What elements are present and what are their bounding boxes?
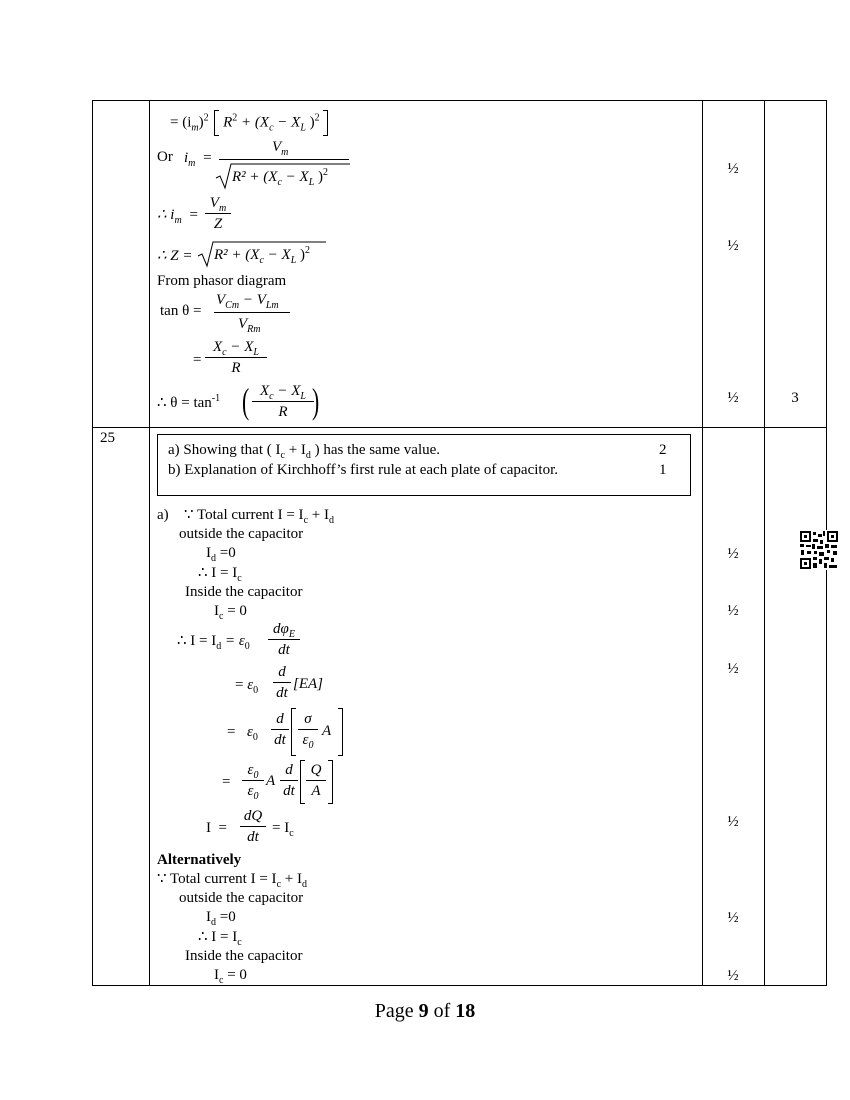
id-zero: $I_d =0$	[206, 545, 236, 564]
alt-id-zero: $I_d =0$	[206, 909, 236, 928]
alt-outside-text: outside the capacitor	[179, 890, 304, 906]
or-label: Or	[157, 149, 173, 165]
tan-numerator: $V_{Cm} - V_{Lm}$	[216, 292, 279, 311]
fraction-bar	[214, 312, 290, 313]
tan-theta: tan θ =	[160, 303, 202, 319]
sigma-over-eps: $\frac{\sigma}{\varepsilon_0}$	[298, 712, 318, 748]
i-final: I =	[206, 820, 227, 836]
mark-half: ½	[727, 661, 739, 677]
total-marks: 3	[791, 390, 799, 406]
paren-left: (	[242, 381, 250, 421]
bracket-right-icon	[328, 760, 333, 804]
dphi-dt: $d\varphi_E$ dt	[268, 622, 300, 658]
therefore-im: ∴ $i_m$ =	[157, 207, 198, 226]
therefore-z: ∴ Z =	[157, 248, 193, 264]
paren-right: )	[312, 381, 320, 421]
ic-final: = $I_c$	[272, 820, 294, 839]
inside-text: Inside the capacitor	[185, 584, 303, 600]
eps-over-eps: $\frac{\varepsilon_0}{\varepsilon_0}$	[242, 763, 264, 799]
row-divider	[92, 427, 827, 428]
vm-over-z: $\frac{V_m}{Z}$	[205, 196, 231, 232]
alternatively-heading: Alternatively	[157, 852, 242, 868]
col-divider-1	[149, 100, 150, 986]
theta-eq: ∴ $\theta = \tan^{-1}$	[157, 393, 221, 411]
eq-sign: =	[193, 352, 202, 368]
d-dt-3: $\frac{d}{dt}$	[280, 763, 298, 799]
total-current-line: ∵ Total current $I = I_c + I_d$	[184, 507, 334, 526]
alt-inside-text: Inside the capacitor	[185, 948, 303, 964]
mark-half: ½	[727, 161, 739, 177]
part-a-label: a)	[157, 507, 169, 523]
eq-line-1: = $(i_m)^2$ $R^2 + (X_c - X_L$ )$^2$	[170, 110, 328, 136]
eq-ea: = $\varepsilon_0$	[235, 677, 259, 696]
mark-half: ½	[727, 546, 739, 562]
qr-code-icon	[799, 530, 839, 570]
eq-q: =	[222, 774, 231, 790]
table-bottom-border	[92, 985, 827, 986]
bracket-left-icon	[300, 760, 305, 804]
table-top-border	[92, 100, 827, 101]
d-dt-1: $\frac{d}{dt}$	[273, 665, 291, 701]
mark-half: ½	[727, 814, 739, 830]
page-footer: Page 9 of 18	[374, 1000, 476, 1022]
a-var-2: A	[266, 773, 276, 789]
mark-half: ½	[727, 603, 739, 619]
tan-denominator: $V_{Rm}$	[238, 316, 261, 335]
alt-total-current: ∵ Total current $I = I_c + I_d$	[157, 871, 307, 890]
scheme-mark-a: 2	[659, 442, 667, 458]
vm-numerator: $V_m$	[272, 139, 289, 158]
eps-sigma: $\varepsilon_0$	[247, 724, 258, 743]
bracket-left-icon	[291, 708, 296, 756]
eq-sigma: =	[227, 724, 236, 740]
phasor-text: From phasor diagram	[157, 273, 287, 289]
d-dt-2: $\frac{d}{dt}$	[271, 712, 289, 748]
mark-half: ½	[727, 968, 739, 984]
theta-fraction: $\frac{X_c - X_L}{R}$	[252, 384, 314, 420]
question-number: 25	[100, 430, 115, 446]
i-eq-ic: ∴ $I = I_c$	[198, 565, 242, 584]
alt-ic-zero: $I_c = 0$	[214, 967, 247, 986]
col-divider-3	[764, 100, 765, 986]
i-eq-id: ∴ $I = I_d = \varepsilon_0$	[177, 633, 250, 652]
a-var: A	[322, 723, 332, 739]
sqrt-body: $R^2 + (X_c - X_L$ )$^2$	[232, 167, 329, 188]
mark-half: ½	[727, 390, 739, 406]
mark-half: ½	[727, 238, 739, 254]
ea-bracket: [EA]	[293, 676, 323, 692]
scheme-line-b: b) Explanation of Kirchhoff’s first rule at each plate of capacitor.	[168, 462, 558, 478]
mark-half: ½	[727, 910, 739, 926]
xc-xl-over-r: $\frac{X_c - X_L}{R}$	[205, 340, 267, 376]
col-divider-2	[702, 100, 703, 986]
im-label: $i_m$ =	[184, 150, 212, 169]
sqrt-body-2: $R^2 + (X_c - X_L$ )$^2$	[214, 245, 311, 266]
table-left-border	[92, 100, 93, 986]
scheme-line-a: a) Showing that ( $I_c + I_d$ ) has the same value.	[168, 442, 441, 461]
bracket-right-icon	[338, 708, 343, 756]
q-over-a: $\frac{Q}{A}$	[306, 763, 326, 799]
dq-dt: $\frac{dQ}{dt}$	[240, 809, 266, 845]
fraction-bar	[219, 159, 349, 160]
ic-zero: $I_c = 0$	[214, 603, 247, 622]
alt-i-eq-ic: ∴ $I = I_c$	[198, 929, 242, 948]
outside-text: outside the capacitor	[179, 526, 304, 542]
scheme-mark-b: 1	[659, 462, 667, 478]
